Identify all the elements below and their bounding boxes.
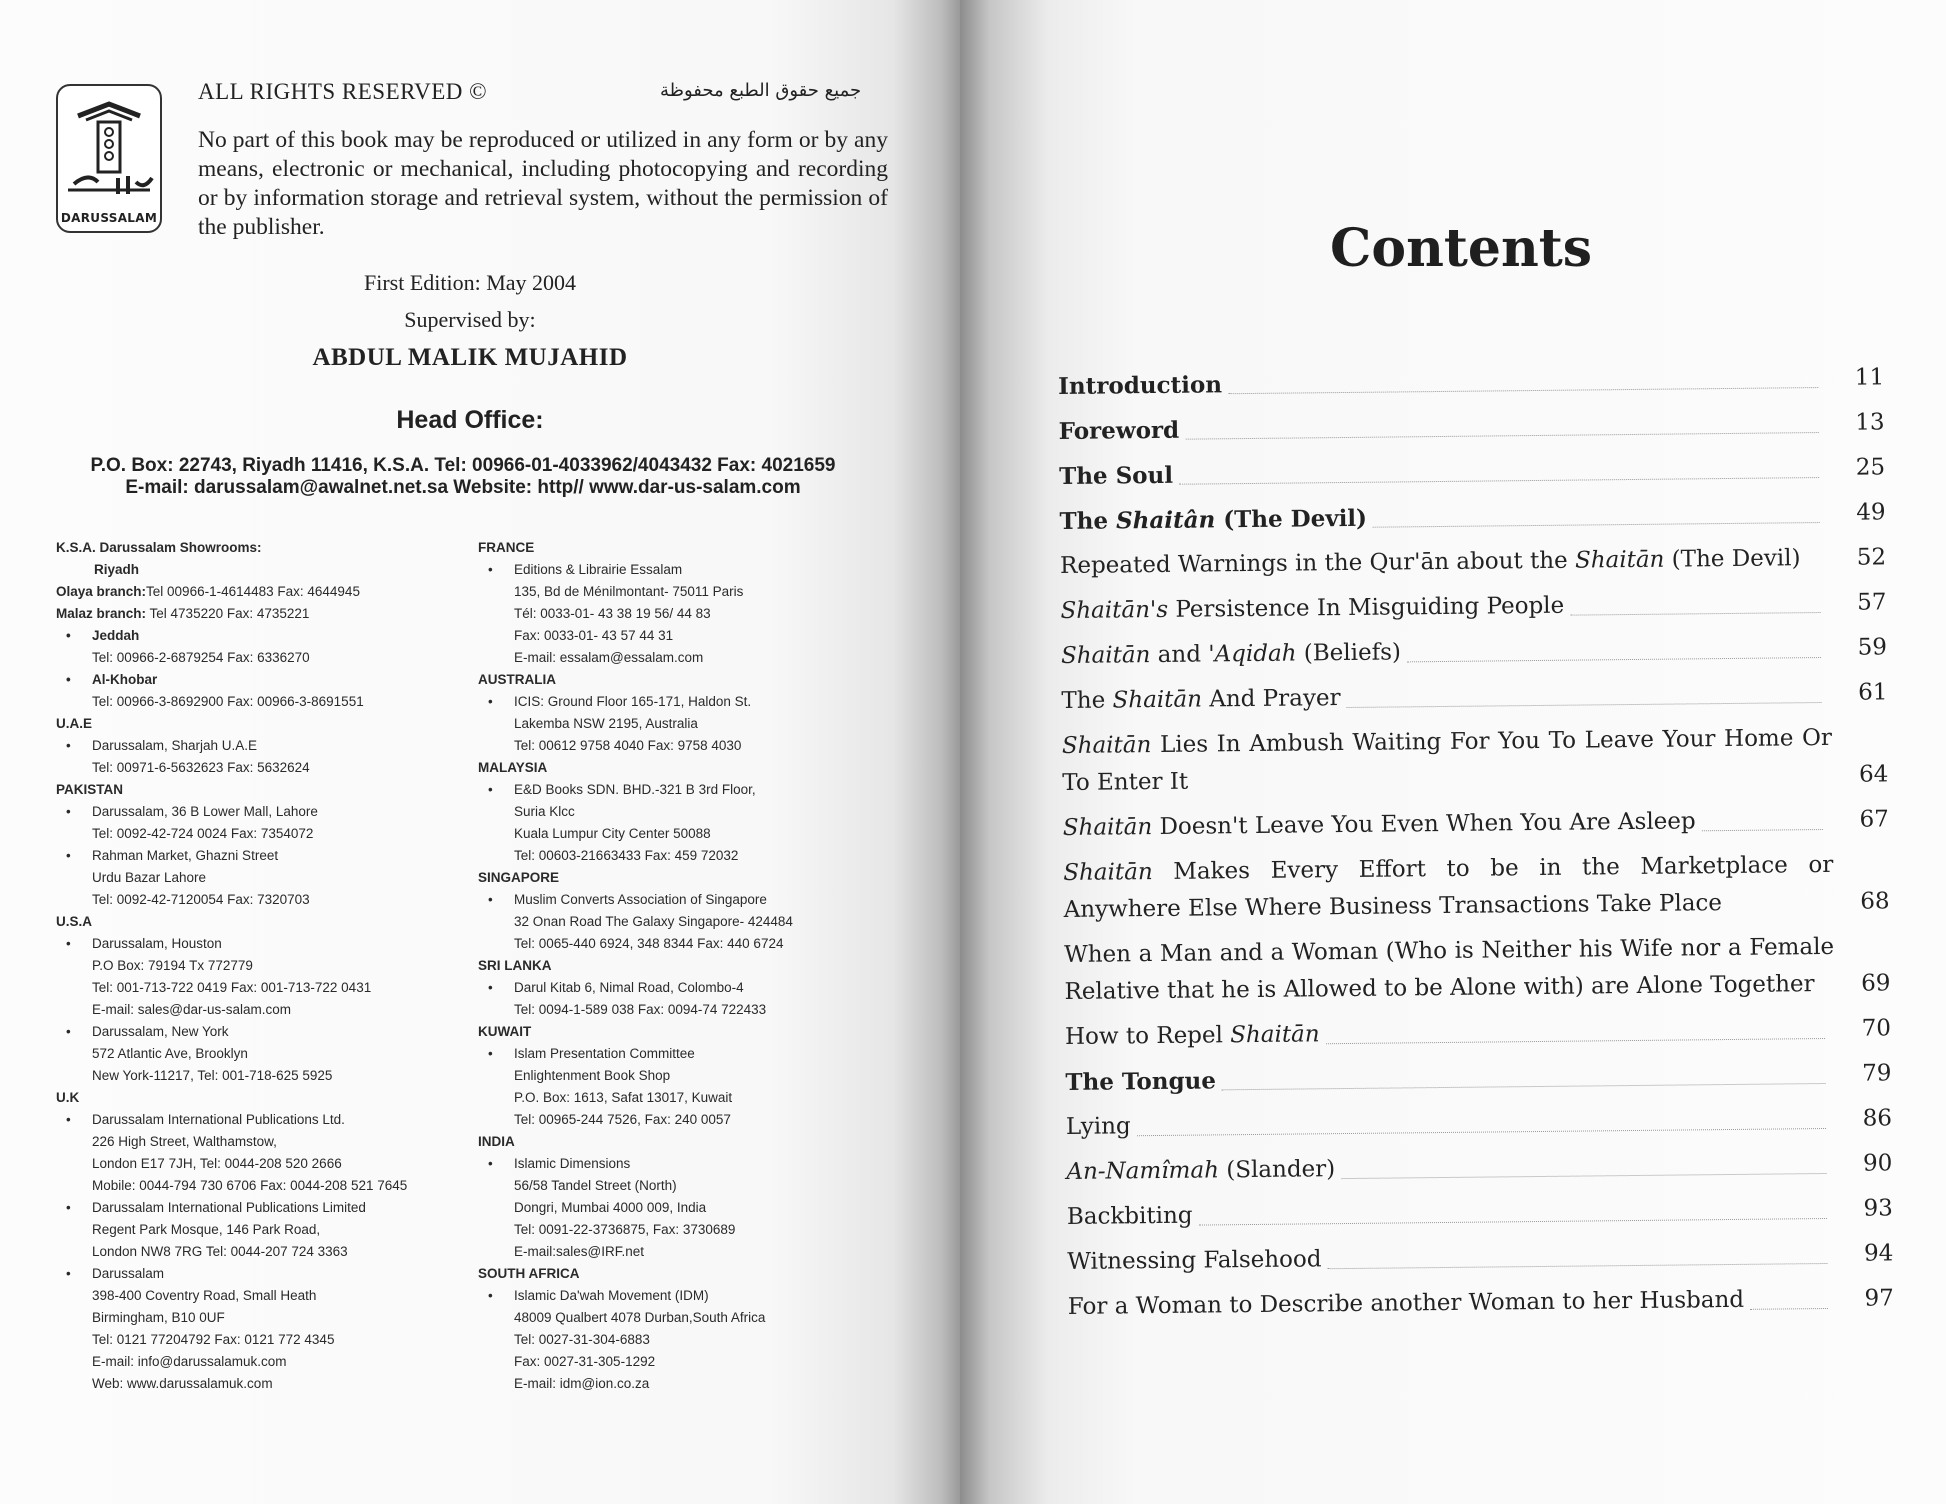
showroom-line: U.A.E (56, 716, 93, 731)
showroom-line: K.S.A. Darussalam Showrooms: (56, 540, 262, 555)
showroom-line: Tel: 00612 9758 4040 Fax: 9758 4030 (514, 738, 742, 753)
toc-entry-title: When a Man and a Woman (Who is Neither his Wife nor a Female Relative that he is Allowed to be Alone with) are Alone Together (1064, 933, 1835, 1005)
showroom-line: • ICIS: Ground Floor 165-171, Haldon St. (478, 691, 898, 713)
address-line: E-mail: darussalam@awalnet.net.sa Website: http// www.dar-us-salam.com (125, 477, 801, 498)
head-office-label: Head Office: (396, 406, 544, 434)
toc-entry-page: 57 (1857, 589, 1887, 616)
toc-leader-dots (1373, 522, 1820, 528)
showroom-line: Kuala Lumpur City Center 50088 (514, 826, 711, 841)
showroom-line: • Islamic Dimensions (478, 1153, 898, 1175)
toc-leader-dots (1347, 702, 1822, 708)
toc-entry-title: Shaitān and 'Aqidah (Beliefs) (1060, 639, 1402, 669)
book-tower-logo-icon (58, 86, 160, 206)
toc-entry (1065, 1010, 1891, 1056)
toc-entry-page: 70 (1861, 1015, 1892, 1042)
address-line: P.O. Box: 22743, Riyadh 11416, K.S.A. Tel: 00966-01-4033962/4043432 Fax: 4021659 (90, 455, 836, 476)
showroom-line: • Darussalam International Publications Ltd. (56, 1109, 476, 1131)
toc-entry (1060, 539, 1886, 585)
toc-entry-page: 79 (1862, 1060, 1892, 1087)
toc-entry-page: 25 (1855, 454, 1886, 481)
toc-entry (1058, 359, 1884, 405)
toc-leader-dots (1341, 1173, 1826, 1179)
rights-arabic: جميع حقوق الطبع محفوظة (660, 80, 862, 101)
showroom-line: Fax: 0027-31-305-1292 (514, 1354, 656, 1369)
toc-entry (1067, 1235, 1893, 1281)
showroom-line: Mobile: 0044-794 730 6706 Fax: 0044-208 521 7645 (92, 1178, 408, 1193)
showroom-line: E-mail: info@darussalamuk.com (92, 1354, 287, 1369)
toc-entry-page: 68 (1860, 888, 1890, 915)
showroom-line: Tel: 0092-42-724 0024 Fax: 7354072 (92, 826, 314, 841)
toc-entry (1064, 928, 1891, 1011)
toc-leader-dots (1407, 657, 1821, 662)
showroom-line: • Al-Khobar (56, 669, 476, 691)
toc-entry-page: 49 (1856, 499, 1886, 526)
showroom-line: Tel: 00603-21663433 Fax: 459 72032 (514, 848, 739, 863)
showroom-line: • Darussalam International Publications Limited (56, 1197, 476, 1219)
toc-entry-page: 97 (1864, 1285, 1894, 1312)
showroom-line: • Darussalam, 36 B Lower Mall, Lahore (56, 801, 476, 823)
showroom-line: • Islamic Da'wah Movement (IDM) (478, 1285, 898, 1307)
toc-entry (1062, 719, 1889, 802)
toc-leader-dots (1185, 432, 1818, 440)
toc-leader-dots (1328, 1263, 1828, 1269)
toc-leader-dots (1326, 1038, 1825, 1044)
showroom-line: Web: www.darussalamuk.com (92, 1376, 273, 1391)
toc-entry-title: Foreword (1058, 416, 1180, 445)
toc-entry-title: Backbiting (1066, 1202, 1193, 1230)
toc-entry (1068, 1280, 1894, 1326)
toc-entry-title: Shaitān's Persistence In Misguiding People (1060, 592, 1565, 624)
showroom-line: • Darul Kitab 6, Nimal Road, Colombo-4 (478, 977, 898, 999)
showroom-line: 572 Atlantic Ave, Brooklyn (92, 1046, 248, 1061)
showroom-line: New York-11217, Tel: 001-718-625 5925 (92, 1068, 333, 1083)
rights-text: No part of this book may be reproduced or utilized in any form or by any means, electronic or mechanical, including photocopying and recording or by information storage and retrieval system, without the permission of the publisher. (198, 127, 888, 240)
toc-entry-title: Shaitān Doesn't Leave You Even When You Are Asleep (1062, 808, 1696, 841)
toc-entry (1059, 494, 1885, 540)
showroom-line: Tel: 0091-22-3736875, Fax: 3730689 (514, 1222, 736, 1237)
showroom-line: E-mail: idm@ion.co.za (514, 1376, 650, 1391)
showroom-line: E-mail: essalam@essalam.com (514, 650, 704, 665)
toc-leader-dots (1702, 829, 1823, 831)
supervised-label: Supervised by: (404, 307, 536, 332)
showroom-line: Malaz branch: Tel 4735220 Fax: 4735221 (56, 606, 310, 621)
toc-entry-title: Lying (1065, 1113, 1131, 1140)
showroom-line: Birmingham, B10 0UF (92, 1310, 225, 1325)
toc-entry-title: Shaitān Lies In Ambush Waiting For You To Leave Your Home Or To Enter It (1061, 724, 1833, 796)
showroom-line: Tel: 00971-6-5632623 Fax: 5632624 (92, 760, 310, 775)
showroom-line: Tel: 001-713-722 0419 Fax: 001-713-722 0431 (92, 980, 372, 995)
toc-leader-dots (1179, 477, 1819, 485)
showroom-line: London NW8 7RG Tel: 0044-207 724 3363 (92, 1244, 348, 1259)
toc-leader-dots (1570, 612, 1820, 616)
toc-entry (1059, 449, 1885, 495)
toc-entry-page: 11 (1854, 364, 1885, 391)
edition: First Edition: May 2004 (363, 270, 577, 295)
showroom-line: Regent Park Mosque, 146 Park Road, (92, 1222, 321, 1237)
showrooms-right-column (478, 537, 898, 1395)
toc-leader-dots (1750, 1308, 1828, 1310)
showroom-line: Tel: 0094-1-589 038 Fax: 0094-74 722433 (514, 1002, 767, 1017)
showroom-line: MALAYSIA (478, 760, 548, 775)
showroom-line: • Muslim Converts Association of Singapore (478, 889, 898, 911)
left-page (0, 0, 960, 1504)
toc-entry-title: An-Namîmah (Slander) (1066, 1156, 1336, 1185)
showroom-line: 398-400 Coventry Road, Small Heath (92, 1288, 317, 1303)
showroom-line: FRANCE (478, 540, 535, 555)
showroom-line: • Islam Presentation Committee (478, 1043, 898, 1065)
showroom-line: Tel: 0065-440 6924, 348 8344 Fax: 440 6724 (514, 936, 784, 951)
showroom-line: • Darussalam, Houston (56, 933, 476, 955)
toc-entry (1061, 674, 1887, 720)
showroom-line: INDIA (478, 1134, 515, 1149)
showroom-line: AUSTRALIA (478, 672, 556, 687)
showroom-line: • E&D Books SDN. BHD.-321 B 3rd Floor, (478, 779, 898, 801)
toc-entry-page: 93 (1863, 1195, 1893, 1222)
showroom-line: SOUTH AFRICA (478, 1266, 580, 1281)
showroom-line: Tel: 00966-2-6879254 Fax: 6336270 (92, 650, 310, 665)
showroom-line: 56/58 Tandel Street (North) (514, 1178, 677, 1193)
showroom-line: U.K (56, 1090, 80, 1105)
logo-text: DARUSSALAM (60, 211, 158, 225)
rights-title: ALL RIGHTS RESERVED © (198, 79, 488, 104)
showroom-line: Tel: 00965-244 7526, Fax: 240 0057 (514, 1112, 731, 1127)
showroom-line: KUWAIT (478, 1024, 532, 1039)
toc-entry-page: 86 (1862, 1105, 1893, 1132)
showroom-line: 226 High Street, Walthamstow, (92, 1134, 277, 1149)
toc-leader-dots (1199, 1218, 1827, 1226)
toc-entry-page: 64 (1858, 761, 1889, 788)
head-office-address (48, 455, 878, 499)
showroom-line: Riyadh (94, 562, 140, 577)
toc-entry-page: 69 (1861, 970, 1891, 997)
toc-entry-title: Introduction (1058, 371, 1223, 400)
toc-entry-page: 59 (1857, 634, 1888, 661)
toc-entry-title: How to Repel Shaitān (1064, 1021, 1320, 1050)
showroom-line: Tel: 00966-3-8692900 Fax: 00966-3-8691551 (92, 694, 364, 709)
toc-entry-title: The Tongue (1065, 1067, 1217, 1096)
showroom-line: Lakemba NSW 2195, Australia (514, 716, 698, 731)
toc-entry-title: The Shaitān And Prayer (1061, 685, 1341, 714)
toc-entry-page: 61 (1858, 679, 1888, 706)
toc-entry (1066, 1145, 1892, 1191)
toc-entry (1061, 629, 1887, 675)
toc-entry-page: 94 (1863, 1240, 1894, 1267)
showroom-line: Tel: 0092-42-7120054 Fax: 7320703 (92, 892, 310, 907)
table-of-contents (1058, 359, 1894, 1334)
toc-leader-dots (1137, 1128, 1826, 1136)
toc-entry (1067, 1190, 1893, 1236)
toc-entry-title: Witnessing Falsehood (1067, 1246, 1322, 1275)
toc-entry (1058, 404, 1884, 450)
showroom-line: U.S.A (56, 914, 93, 929)
showroom-line: • Darussalam (56, 1263, 476, 1285)
toc-entry-title: The Shaitân (The Devil) (1059, 504, 1368, 535)
contents-title: Contents (1330, 218, 1593, 279)
toc-entry-title: Repeated Warnings in the Qur'ān about the Shaitān (The Devil) (1059, 545, 1801, 579)
toc-entry (1060, 584, 1886, 630)
showroom-line: SINGAPORE (478, 870, 560, 885)
toc-leader-dots (1228, 387, 1818, 394)
showroom-line: Tél: 0033-01- 43 38 19 56/ 44 83 (514, 606, 711, 621)
showroom-line: • Jeddah (56, 625, 476, 647)
showroom-line: P.O Box: 79194 Tx 772779 (92, 958, 253, 973)
showrooms-left-column (56, 537, 476, 1395)
showroom-line: P.O. Box: 1613, Safat 13017, Kuwait (514, 1090, 733, 1105)
showroom-line: • Darussalam, Sharjah U.A.E (56, 735, 476, 757)
toc-leader-dots (1222, 1083, 1826, 1090)
showroom-line: Tel: 0121 77204792 Fax: 0121 772 4345 (92, 1332, 335, 1347)
darussalam-logo (56, 84, 162, 233)
toc-entry (1063, 846, 1890, 929)
showroom-line: Enlightenment Book Shop (514, 1068, 671, 1083)
showroom-line: 32 Onan Road The Galaxy Singapore- 424484 (514, 914, 793, 929)
toc-entry-page: 13 (1855, 409, 1885, 436)
toc-entry-page: 52 (1856, 544, 1887, 571)
showroom-line: Fax: 0033-01- 43 57 44 31 (514, 628, 674, 643)
supervisor-name: ABDUL MALIK MUJAHID (312, 344, 628, 371)
toc-entry-page: 90 (1862, 1150, 1893, 1177)
showroom-line: Urdu Bazar Lahore (92, 870, 207, 885)
showroom-line: Suria Klcc (514, 804, 575, 819)
showroom-line: SRI LANKA (478, 958, 552, 973)
showroom-line: • Editions & Librairie Essalam (478, 559, 898, 581)
toc-entry-page: 67 (1859, 806, 1889, 833)
toc-entry (1063, 801, 1889, 847)
showroom-line: London E17 7JH, Tel: 0044-208 520 2666 (92, 1156, 342, 1171)
showroom-line: Olaya branch:Tel 00966-1-4614483 Fax: 4644945 (56, 584, 360, 599)
showroom-line: E-mail: sales@dar-us-salam.com (92, 1002, 291, 1017)
showroom-line: E-mail:sales@IRF.net (514, 1244, 644, 1259)
toc-entry-title: The Soul (1058, 461, 1174, 490)
toc-entry (1066, 1100, 1892, 1146)
toc-entry-title: Shaitān Makes Every Effort to be in the Marketplace or Anywhere Else Where Business Transactions Take Place (1063, 851, 1834, 923)
showroom-line: 135, Bd de Ménilmontant- 75011 Paris (514, 584, 744, 599)
showroom-line: PAKISTAN (56, 782, 123, 797)
showroom-line: Tel: 0027-31-304-6883 (514, 1332, 650, 1347)
showroom-line: Dongri, Mumbai 4000 009, India (514, 1200, 707, 1215)
showroom-line: • Rahman Market, Ghazni Street (56, 845, 476, 867)
showroom-line: 48009 Qualbert 4078 Durban,South Africa (514, 1310, 766, 1325)
showroom-line: • Darussalam, New York (56, 1021, 476, 1043)
toc-entry (1065, 1055, 1891, 1101)
toc-entry-title: For a Woman to Describe another Woman to her Husband (1067, 1286, 1745, 1320)
